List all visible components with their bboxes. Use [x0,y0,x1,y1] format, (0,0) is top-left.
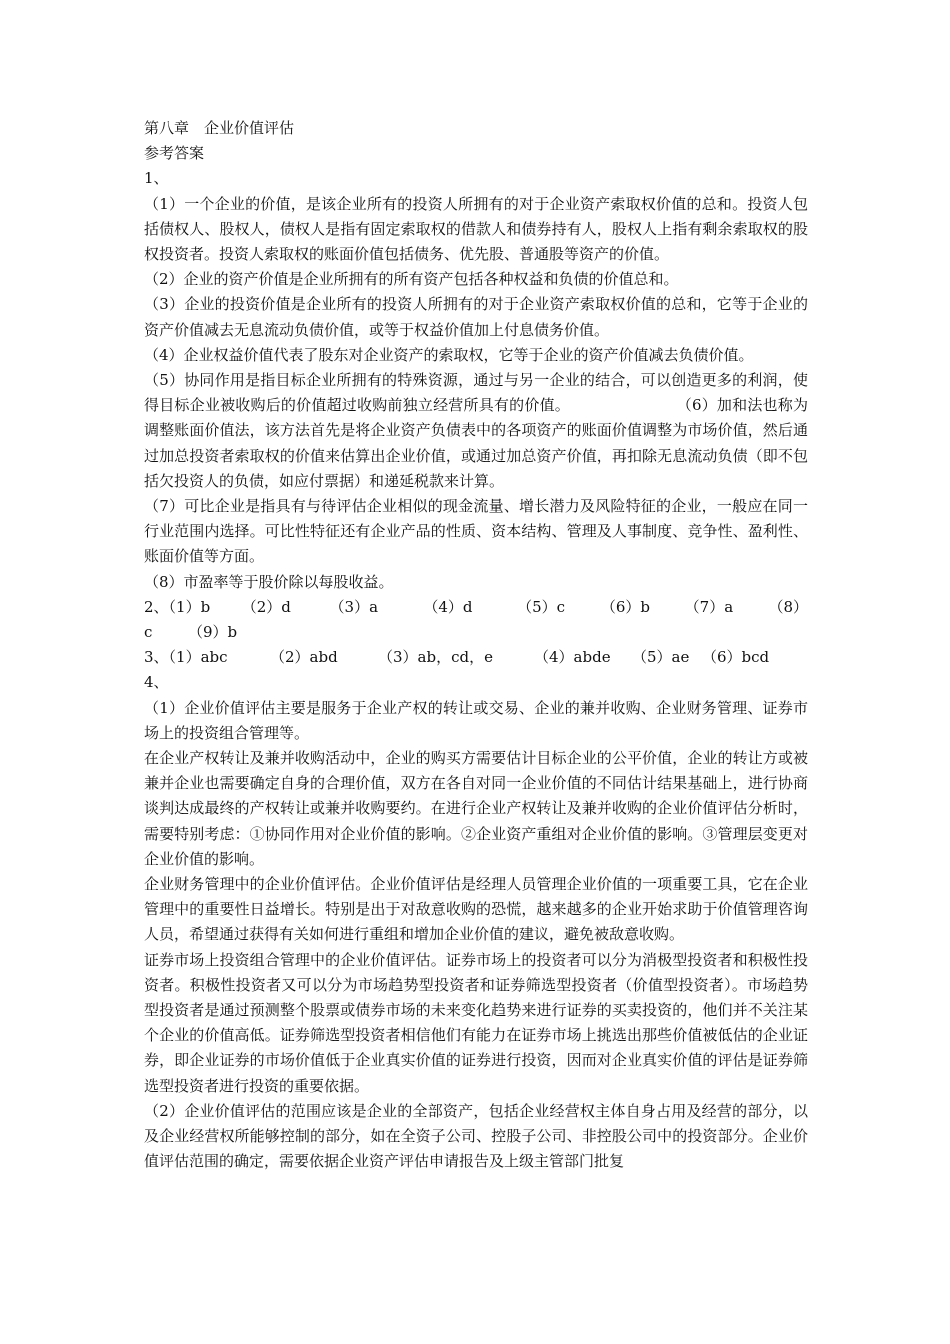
q2-answer: （5）c [517,597,566,616]
question-2-answers-line2 [144,620,808,645]
q2-answer: 2、（1）b [144,597,211,616]
q2-answer: （6）b [600,597,651,616]
q2-answer: c [144,623,153,642]
question-2-answers-line1 [144,595,808,620]
q1-paragraph: （1）一个企业的价值，是该企业所有的投资人所拥有的对于企业资产索取权价值的总和。投资人包括债权人、股权人，债权人是指有固定索取权的借款人和债券持有人，股权人上指有剩余索取权的股权投资者。投资人索取权的账面价值包括债务、优先股、普通股等资产的价值。 [144,194,808,264]
q4-paragraph: 证券市场上投资组合管理中的企业价值评估。证券市场上的投资者可以分为消极型投资者和积极性投资者。积极性投资者又可以分为市场趋势型投资者和证券筛选型投资者（价值型投资者）。市场趋势型投资者是通过预测整个股票或债券市场的未来变化趋势来进行证券的买卖投资的，他们并不关注某个企业的价值高低。证券筛选型投资者相信他们有能力在证券市场上挑选出那些价值被低估的企业证券，即企业证券的市场价值低于企业真实价值的证券进行投资，因而对企业真实价值的评估是证券筛选型投资者进行投资的重要依据。 [144,950,808,1095]
q2-answer: （9）b [188,623,238,642]
q3-answer: （5）ae [632,648,690,667]
q2-answer: （4）d [423,597,473,616]
q1-paragraph: （5）协同作用是指目标企业所拥有的特殊资源，通过与另一企业的结合，可以创造更多的利润，使得目标企业被收购后的价值超过收购前独立经营所具有的价值。 （6）加和法也称为调整账面价值法，该方法首先是将企业资产负债表中的各项资产的账面价值调整为市场价值，然后通过加总投资者索取权的价值来估算出企业价值，或通过加总资产价值，再扣除无息流动负债（即不包括欠投资人的负债，如应付票据）和递延税款来计算。 [144,371,808,490]
q1-paragraph: （2）企业的资产价值是企业所拥有的所有资产包括各种权益和负债的价值总和。 [144,270,679,289]
q3-answer: 3、（1）abc [144,648,228,667]
question-4-label: 4、 [144,673,169,692]
q2-answer: （3）a [329,597,379,616]
q1-paragraph: （7）可比企业是指具有与待评估企业相似的现金流量、增长潜力及风险特征的企业，一般应在同一行业范围内选择。可比性特征还有企业产品的性质、资本结构、管理及人事制度、竞争性、盈利性、账面价值等方面。 [144,497,808,566]
q4-paragraph: 在企业产权转让及兼并收购活动中，企业的购买方需要估计目标企业的公平价值，企业的转让方或被兼并企业也需要确定自身的合理价值，双方在各自对同一企业价值的不同估计结果基础上，进行协商谈判达成最终的产权转让或兼并收购要约。在进行企业产权转让及兼并收购的企业价值评估分析时，需要特别考虑：①协同作用对企业价值的影响。②企业资产重组对企业价值的影响。③管理层变更对企业价值的影响。 [144,749,808,868]
q4-paragraph: （1）企业价值评估主要是服务于企业产权的转让或交易、企业的兼并收购、企业财务管理、证券市场上的投资组合管理等。 [144,698,808,742]
q3-answer: （4）abde [534,648,611,667]
q1-paragraph: （3）企业的投资价值是企业所有的投资人所拥有的对于企业资产索取权价值的总和，它等于企业的资产价值减去无息流动负债价值，或等于权益价值加上付息债务价值。 [144,295,808,339]
document-page [144,116,808,1174]
q1-paragraph: （8）市盈率等于股价除以每股收益。 [144,572,394,591]
question-3-answers [144,645,808,670]
answer-heading: 参考答案 [144,144,205,163]
question-1-label: 1、 [144,169,169,188]
q2-answer: （8） [768,597,809,616]
q1-paragraph: （4）企业权益价值代表了股东对企业资产的索取权，它等于企业的资产价值减去负债价值。 [144,345,754,364]
q4-paragraph: （2）企业价值评估的范围应该是企业的全部资产，包括企业经营权主体自身占用及经营的部分，以及企业经营权所能够控制的部分，如在全资子公司、控股子公司、非控股公司中的投资部分。企业价值评估范围的确定，需要依据企业资产评估申请报告及上级主管部门批复 [144,1101,808,1171]
q3-answer: （2）abd [270,648,338,667]
q2-answer: （7）a [684,597,734,616]
q3-answer: （6）bcd [702,648,770,667]
chapter-title: 第八章 企业价值评估 [144,119,295,137]
q3-answer: （3）ab，cd，e [378,648,493,667]
q2-answer: （2）d [241,597,291,616]
q4-paragraph: 企业财务管理中的企业价值评估。企业价值评估是经理人员管理企业价值的一项重要工具，它在企业管理中的重要性日益增长。特别是出于对敌意收购的恐慌，越来越多的企业开始求助于价值管理咨询人员，希望通过获得有关如何进行重组和增加企业价值的建议，避免被敌意收购。 [144,875,808,944]
